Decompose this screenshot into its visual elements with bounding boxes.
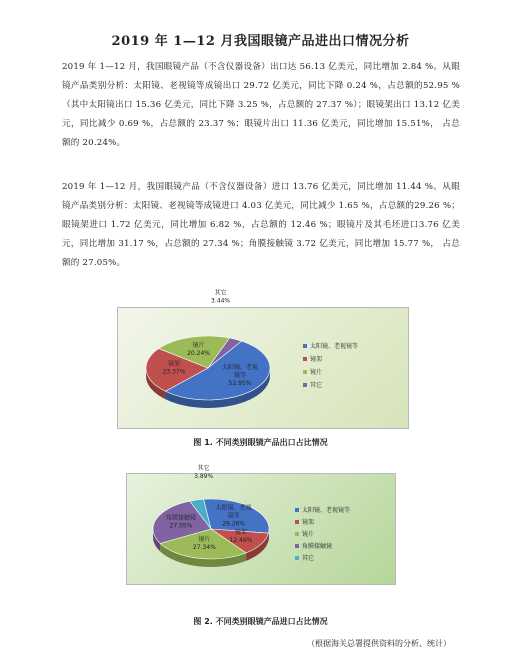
legend2-swatch-3: [295, 544, 299, 548]
source-note: （根据海关总署提供资料的分析、统计）: [307, 639, 451, 648]
pie2-label-2: 镜片 27.34%: [192, 536, 216, 552]
import-paragraph: 2019 年 1—12 月，我国眼镜产品（不含仪器设备）进口 13.76 亿美元，同比增加 11.44 %。从眼镜产品类别分析：太阳镜、老视镜等成镜进口 4.03 亿美元，同比减少 1.65 %，占总额的29.26 %；眼镜架进口 1.72 亿美元，同比增加 6.82 %，占总额的 12.46 %；眼镜片及其毛坯进口3.76 亿美元，同比增加 31.17 %，占总额的 27.34 %；角膜接触镜 3.72 亿美元，同比增加 15.77 %， 占总额的 27.05%。: [62, 182, 460, 268]
export-pie-chart: [117, 289, 409, 429]
page-title: 2019 年 1—12 月我国眼镜产品进出口情况分析: [111, 34, 410, 49]
pie2-label-3: 角膜接触镜 27.05%: [165, 514, 197, 530]
legend2-item-4: 其它: [302, 555, 315, 562]
legend1-item-1: 镜架: [310, 356, 323, 363]
legend2-item-0: 太阳镜、老视镜等: [302, 507, 351, 514]
pie2-label-0: 太阳镜、老视镜等 29.26%: [215, 504, 252, 528]
legend2-item-3: 角膜接触镜: [302, 543, 333, 550]
pie2-label-1: 镜架 12.46%: [229, 529, 253, 545]
legend2-item-2: 镜片: [302, 531, 315, 538]
legend1-swatch-0: [303, 344, 307, 348]
legend2-swatch-0: [295, 508, 299, 512]
pie1-label-0: 太阳镜、老视镜等 52.95%: [221, 363, 258, 387]
legend1-swatch-3: [303, 383, 307, 387]
pie1-label-3: 其它 3.44%: [211, 289, 231, 305]
legend2-swatch-2: [295, 532, 299, 536]
pie1-label-2: 镜片 20.24%: [187, 342, 210, 358]
legend1-item-0: 太阳镜、老视镜等: [310, 343, 359, 350]
legend2-swatch-1: [295, 520, 299, 524]
pie2-label-4: 其它 3.89%: [194, 464, 214, 480]
legend2-swatch-4: [295, 556, 299, 560]
legend1-item-3: 其它: [310, 382, 323, 389]
figure1-caption: 图 1. 不同类别眼镜产品出口占比情况: [193, 438, 328, 447]
legend1-swatch-2: [303, 370, 307, 374]
pie1-label-1: 镜架 23.37%: [162, 360, 186, 376]
legend1-swatch-1: [303, 357, 307, 361]
import-pie-chart: [126, 464, 396, 585]
legend1-item-2: 镜片: [310, 369, 323, 376]
legend2-item-1: 镜架: [302, 519, 315, 526]
figure2-caption: 图 2. 不同类别眼镜产品进口占比情况: [193, 617, 328, 626]
export-paragraph: 2019 年 1—12 月，我国眼镜产品（不含仪器设备）出口达 56.13 亿美元，同比增加 2.84 %。从眼镜产品类别分析：太阳镜、老视镜等成镜出口 29.72 亿美元，同比下降 0.24 %，占总额的52.95 %（其中太阳镜出口 15.36 亿美元，同比下降 3.25 %，占总额的 27.37 %）；眼镜架出口 13.12 亿美元，同比减少 0.69 %，占总额的 23.37 %；眼镜片出口 11.36 亿美元，同比增加 15.51%， 占总额的 20.24%。: [62, 62, 460, 148]
export-pie-svg: [118, 289, 408, 428]
import-pie-svg: [127, 464, 395, 584]
